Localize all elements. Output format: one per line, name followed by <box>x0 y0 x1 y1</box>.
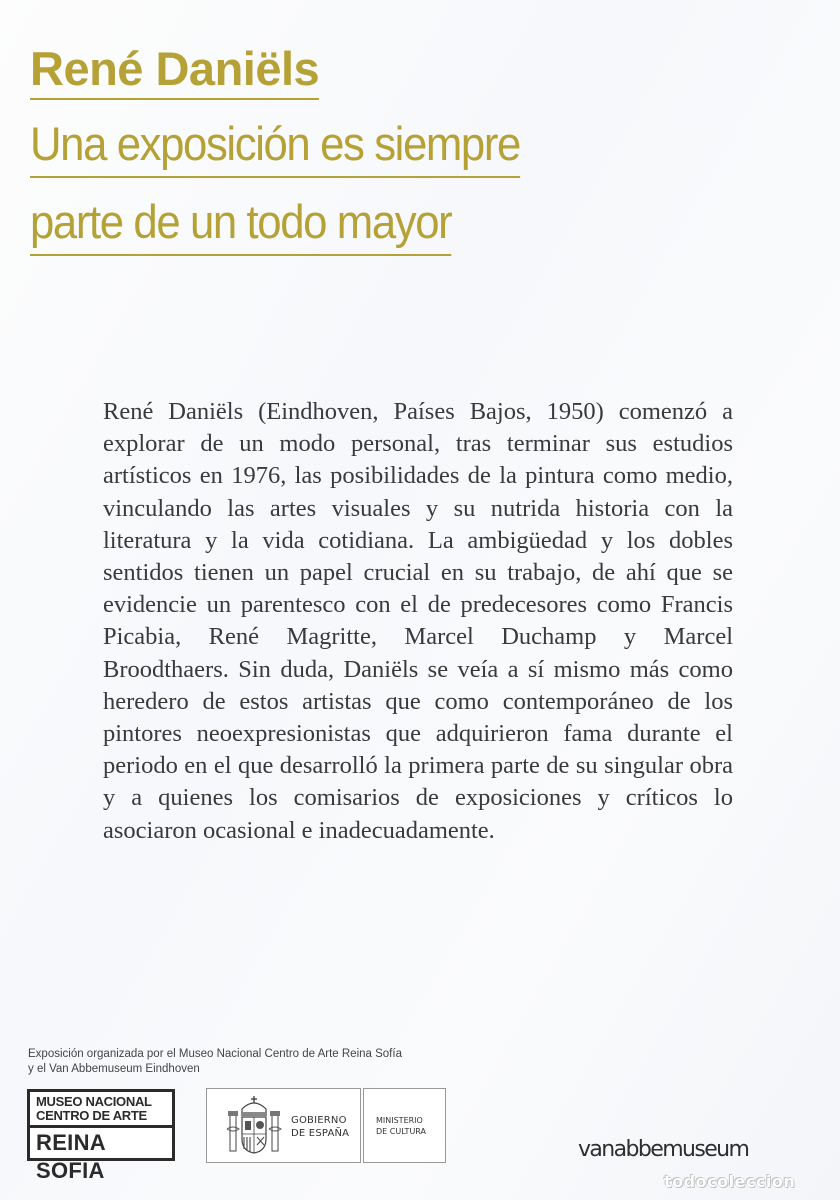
gobierno-line-1: GOBIERNO <box>291 1115 347 1126</box>
artist-name-heading: René Daniëls <box>30 42 319 100</box>
organizer-credit <box>28 1047 468 1077</box>
watermark: todocoleccion <box>664 1172 796 1191</box>
subtitle-line-2: parte de un todo mayor <box>30 190 451 256</box>
reina-sofia-logo <box>27 1089 175 1183</box>
reina-sofia-line-2: CENTRO DE ARTE <box>36 1108 147 1123</box>
gobierno-line-2: DE ESPAÑA <box>291 1128 350 1139</box>
title-block <box>30 42 557 256</box>
van-abbemuseum-logo: vanabbemuseum <box>578 1137 749 1162</box>
gobierno-espana-logo <box>206 1088 361 1163</box>
reina-sofia-logo-top <box>30 1092 172 1128</box>
gobierno-text <box>291 1114 349 1140</box>
body-paragraph: René Daniëls (Eindhoven, Países Bajos, 1950) comenzó a explorar de un modo personal, tras terminar sus estudios artísticos en 1976, las posibilidades de la pintura como medio, vinculando las artes visuales y su nutrida historia con la literatura y la vida cotidiana. La ambigüedad y los dobles sentidos tienen un papel crucial en su trabajo, de ahí que se evidencie un parentesco con el de predecesores como Francis Picabia, René Magritte, Marcel Duchamp y Marcel Broodthaers. Sin duda, Daniëls se veía a sí mismo más como heredero de estos artistas que como contemporáneo de los pintores neoexpresionistas que adquirieron fama durante el periodo en el que desarrolló la primera parte de su singular obra y a quienes los comisarios de exposiciones y críticos lo asociaron ocasional e inadecuadamente. <box>103 398 733 844</box>
ministerio-line-1: MINISTERIO <box>376 1116 423 1125</box>
reina-sofia-line-3: REINA SOFIA <box>36 1130 106 1183</box>
subtitle-line-1: Una exposición es siempre <box>30 112 520 178</box>
ministerio-line-2: DE CULTURA <box>376 1127 427 1136</box>
reina-sofia-line-1: MUSEO NACIONAL <box>36 1094 152 1109</box>
ministerio-cultura-logo <box>363 1088 446 1163</box>
coat-of-arms-icon <box>224 1095 284 1157</box>
exhibition-subtitle <box>30 100 557 256</box>
credit-line-1: Exposición organizada por el Museo Nacional Centro de Arte Reina Sofía <box>28 1048 402 1060</box>
ministerio-text <box>376 1115 426 1137</box>
credit-line-2: y el Van Abbemuseum Eindhoven <box>28 1063 200 1075</box>
